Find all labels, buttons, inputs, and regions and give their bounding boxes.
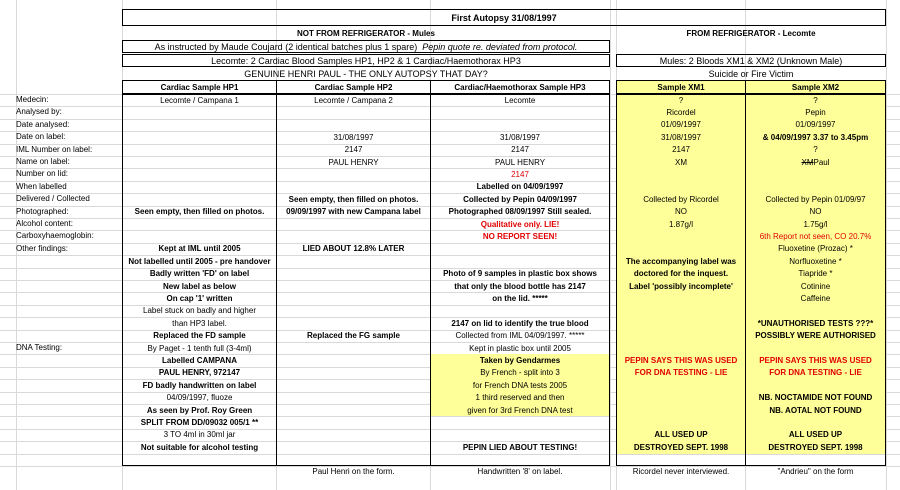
cell-xm1: [616, 342, 746, 354]
cell-hp3: Qualitative only. LIE!: [480, 219, 560, 229]
cell-hp2: 09/09/1997 with new Campana label: [286, 207, 421, 217]
row-label: Alcohol content:: [16, 219, 73, 228]
cell-xm2: FOR DNA TESTING - LIE: [745, 367, 886, 379]
cell-hp1: On cap '1' written: [166, 294, 233, 304]
cell-xm1: DESTROYED SEPT. 1998: [616, 441, 746, 453]
cell-xm2: 6th Report not seen, CO 20.7%: [745, 230, 886, 242]
cell-hp3: Photo of 9 samples in plastic box shows: [443, 269, 597, 279]
cell-xm2: [745, 181, 886, 193]
cell-hp1: Badly written 'FD' on label: [149, 269, 250, 279]
gridline-h: [0, 454, 900, 455]
cell-xm2: [745, 379, 886, 391]
cell-hp1: Seen empty, then filled on photos.: [134, 207, 265, 217]
cell-xm2: Norfluoxetine *: [745, 255, 886, 267]
row-label: When labelled: [16, 181, 67, 191]
col-header-xm2: Sample XM2: [745, 80, 886, 94]
row-label: Number on lid:: [16, 169, 69, 179]
cell-hp1: [122, 131, 277, 143]
cell-hp2: Lecomte / Campana 2: [314, 95, 393, 105]
cell-xm1: 31/08/1997: [616, 131, 746, 143]
cell-hp3: [430, 106, 610, 118]
cell-xm2: [745, 342, 886, 354]
cell-hp2: [276, 119, 431, 131]
cell-xm2: & 04/09/1997 3.37 to 3.45pm: [745, 131, 886, 143]
footer-hp3: Handwritten '8' on label.: [477, 466, 563, 476]
cell-xm2: [745, 168, 886, 180]
cell-hp3: Collected from IML 04/09/1997. *****: [455, 331, 585, 341]
cell-hp2: 2147: [344, 145, 363, 155]
col-header-hp1: Cardiac Sample HP1: [122, 80, 277, 94]
cell-hp1: Kept at IML until 2005: [158, 244, 241, 254]
cell-hp1: As seen by Prof. Roy Green: [146, 405, 253, 415]
cell-hp1: [122, 144, 277, 156]
cell-hp1: [122, 106, 277, 118]
cell-hp2: LIED ABOUT 12.8% LATER: [302, 244, 405, 254]
cell-xm1: Ricordel: [616, 106, 746, 118]
column-divider: [276, 94, 277, 466]
cell-xm2: PEPIN SAYS THIS WAS USED: [745, 354, 886, 366]
cell-hp3: 2147: [511, 170, 529, 180]
cell-hp2: [276, 168, 431, 180]
cell-xm1: ?: [616, 94, 746, 106]
cell-hp2: Seen empty, then filled on photos.: [288, 194, 419, 204]
cell-xm1: XM: [616, 156, 746, 168]
cell-xm1: [616, 243, 746, 255]
cell-xm1: Label 'possibly incomplete': [616, 280, 746, 292]
cell-hp2: [276, 354, 431, 366]
cell-xm2: NO: [745, 206, 886, 218]
cell-hp2: [276, 379, 431, 391]
cell-hp2: [276, 441, 431, 453]
cell-hp2: [276, 268, 431, 280]
cell-hp2: [276, 305, 431, 317]
cell-hp3: Lecomte: [504, 95, 536, 105]
cell-xm2: NB. NOCTAMIDE NOT FOUND: [745, 392, 886, 404]
cell-hp3: that only the blood bottle has 2147: [454, 281, 586, 291]
right-header: FROM REFRIGERATOR - Lecomte: [686, 29, 816, 38]
cell-hp3: By French - split into 3: [430, 367, 610, 379]
row-label: Date on label:: [16, 132, 66, 142]
cell-hp3: for French DNA tests 2005: [430, 379, 610, 391]
instruction-line: [122, 40, 610, 53]
cell-xm1: The accompanying label was: [616, 255, 746, 267]
row-label: Delivered / Collected: [16, 194, 90, 204]
row-label: Photographed:: [16, 206, 69, 216]
cell-hp1: By Paget - 1 tenth full (3-4ml): [147, 343, 252, 353]
cell-xm1: [616, 330, 746, 342]
cell-hp1: FD badly handwritten on label: [142, 380, 257, 390]
cell-text: Paul: [813, 157, 830, 167]
suicide-line: Suicide or Fire Victim: [708, 69, 794, 79]
cell-hp2: [276, 255, 431, 267]
cell-hp3: [430, 416, 610, 428]
cell-xm1: 2147: [616, 144, 746, 156]
cell-hp1: [122, 181, 277, 193]
cell-xm2: Fluoxetine (Prozac) *: [745, 243, 886, 255]
cell-xm2: ALL USED UP: [745, 429, 886, 441]
cell-hp3: NO REPORT SEEN!: [482, 232, 558, 242]
row-label: Other findings:: [16, 243, 69, 253]
cell-xm1: PEPIN SAYS THIS WAS USED: [616, 354, 746, 366]
cell-xm2: ?: [745, 94, 886, 106]
cell-xm1: NO: [616, 206, 746, 218]
cell-hp3: 1 third reserved and then: [430, 392, 610, 404]
cell-xm1: [616, 416, 746, 428]
cell-hp3: Taken by Gendarmes: [430, 354, 610, 366]
cell-xm2: NB. AOTAL NOT FOUND: [745, 404, 886, 416]
mules-line: Mules: 2 Bloods XM1 & XM2 (Unknown Male): [616, 54, 886, 67]
row-label: DNA Testing:: [16, 343, 63, 352]
cell-hp1: [122, 193, 277, 205]
footer-xm2: "Andrieu" on the form: [777, 466, 854, 476]
cell-hp3: on the lid. *****: [492, 294, 548, 304]
cell-xm1: [616, 392, 746, 404]
cell-xm2: Collected by Pepin 01/09/97: [745, 193, 886, 205]
cell-hp1: [122, 168, 277, 180]
cell-hp2: [276, 280, 431, 292]
cell-xm2: Tiapride *: [745, 268, 886, 280]
cell-hp1: Not suitable for alcohol testing: [140, 442, 259, 452]
cell-hp3: 2147 on lid to identify the true blood: [451, 318, 589, 328]
col-header-hp2: Cardiac Sample HP2: [276, 80, 431, 94]
cell-xm2: [745, 416, 886, 428]
footer-hp1: Paul Henri on the form.: [312, 466, 395, 476]
cell-hp3: Collected by Pepin 04/09/1997: [463, 194, 577, 204]
cell-hp2: [276, 230, 431, 242]
cell-xm2: Pepin: [745, 106, 886, 118]
cell-xm1: [616, 230, 746, 242]
cell-hp1: 04/09/1997, fluoze: [166, 393, 233, 403]
cell-hp2: [276, 218, 431, 230]
cell-xm1: [616, 292, 746, 304]
cell-hp2: [276, 317, 431, 329]
cell-xm1: [616, 181, 746, 193]
cell-hp1: SPLIT FROM DD/09032 005/1 **: [140, 418, 259, 428]
cell-xm1: [616, 379, 746, 391]
row-label: Medecin:: [16, 95, 49, 104]
cell-hp1: than HP3 label.: [172, 318, 227, 328]
cell-hp2: [276, 416, 431, 428]
cell-hp2: Replaced the FG sample: [307, 331, 400, 341]
lecomte-line: Lecomte: 2 Cardiac Blood Samples HP1, HP2 & 1 Cardiac/Haemothorax HP3: [122, 54, 610, 67]
row-label: Analysed by:: [16, 107, 62, 117]
footer-xm1: Ricordel never interviewed.: [632, 466, 730, 476]
cell-hp1: Labelled CAMPANA: [162, 356, 237, 366]
cell-xm2: 1.75g/l: [745, 218, 886, 230]
cell-hp2: [276, 392, 431, 404]
cell-hp2: [276, 429, 431, 441]
cell-hp3: [430, 243, 610, 255]
cell-hp1: Lecomte / Campana 1: [160, 95, 239, 105]
cell-hp2: PAUL HENRY: [328, 157, 379, 167]
cell-xm2: *UNAUTHORISED TESTS ???*: [745, 317, 886, 329]
column-divider: [430, 94, 431, 466]
cell-xm1: FOR DNA TESTING - LIE: [616, 367, 746, 379]
cell-xm2: ?: [745, 144, 886, 156]
cell-hp3: Kept in plastic box until 2005: [469, 343, 571, 353]
title: First Autopsy 31/08/1997: [122, 9, 886, 26]
cell-hp2: [276, 106, 431, 118]
row-label: IML Number on label:: [16, 144, 93, 154]
cell-hp3: given for 3rd French DNA test: [430, 404, 610, 416]
cell-xm1: 01/09/1997: [616, 119, 746, 131]
row-label: Name on label:: [16, 157, 70, 166]
cell-hp2: 31/08/1997: [333, 132, 374, 142]
genuine-line: GENUINE HENRI PAUL - THE ONLY AUTOPSY THAT DAY?: [244, 69, 488, 79]
cell-hp1: [122, 119, 277, 131]
cell-hp3: [430, 119, 610, 131]
cell-hp2: [276, 292, 431, 304]
cell-xm1: ALL USED UP: [616, 429, 746, 441]
left-header: NOT FROM REFRIGERATOR - Mules: [297, 29, 435, 38]
col-header-hp3: Cardiac/Haemothorax Sample HP3: [430, 80, 610, 94]
cell-hp1: Not labelled until 2005 - pre handover: [128, 256, 271, 266]
cell-xm2: Caffeine: [745, 292, 886, 304]
cell-hp3: [430, 255, 610, 267]
cell-hp1: Label stuck on badly and higher: [143, 306, 256, 316]
cell-xm2: [745, 156, 886, 168]
cell-hp2: [276, 181, 431, 193]
cell-xm2: POSSIBLY WERE AUTHORISED: [745, 330, 886, 342]
cell-hp1: [122, 230, 277, 242]
cell-xm1: [616, 317, 746, 329]
cell-hp1: New label as below: [163, 281, 236, 291]
column-divider: [745, 94, 746, 466]
cell-xm2: Cotinine: [745, 280, 886, 292]
cell-hp3: PAUL HENRY: [494, 157, 546, 167]
row-label: Date analysed:: [16, 119, 70, 129]
cell-hp3: 31/08/1997: [499, 132, 541, 142]
cell-hp2: [276, 367, 431, 379]
cell-hp3: 2147: [511, 145, 529, 155]
cell-hp1: 3 TO 4ml in 30ml jar: [163, 430, 236, 440]
cell-xm2: 01/09/1997: [745, 119, 886, 131]
cell-xm2: DESTROYED SEPT. 1998: [745, 441, 886, 453]
cell-hp2: [276, 404, 431, 416]
cell-xm1: [616, 404, 746, 416]
cell-xm1: [616, 168, 746, 180]
cell-hp3: [430, 305, 610, 317]
instruction-note: Pepin quote re. deviated from protocol.: [422, 41, 578, 52]
cell-hp3: PEPIN LIED ABOUT TESTING!: [462, 442, 578, 452]
cell-hp2: [276, 342, 431, 354]
cell-hp3: Labelled on 04/09/1997: [476, 182, 564, 192]
cell-xm1: doctored for the inquest.: [616, 268, 746, 280]
cell-hp1: [122, 218, 277, 230]
instruction-text: As instructed by Maude Coujard (2 identical batches plus 1 spare): [154, 41, 418, 52]
col-header-xm1: Sample XM1: [616, 80, 746, 94]
struck-text: XM: [801, 157, 814, 167]
row-label: Carboxyhaemoglobin:: [16, 231, 94, 241]
cell-hp1: Replaced the FD sample: [153, 331, 246, 341]
cell-hp1: [122, 156, 277, 168]
cell-xm1: Collected by Ricordel: [616, 193, 746, 205]
cell-hp3: Photographed 08/09/1997 Still sealed.: [448, 207, 592, 217]
cell-hp3: [430, 429, 610, 441]
cell-hp1: PAUL HENRY, 972147: [158, 368, 241, 378]
cell-xm1: [616, 305, 746, 317]
cell-xm1: 1.87g/l: [616, 218, 746, 230]
cell-xm2: [745, 305, 886, 317]
